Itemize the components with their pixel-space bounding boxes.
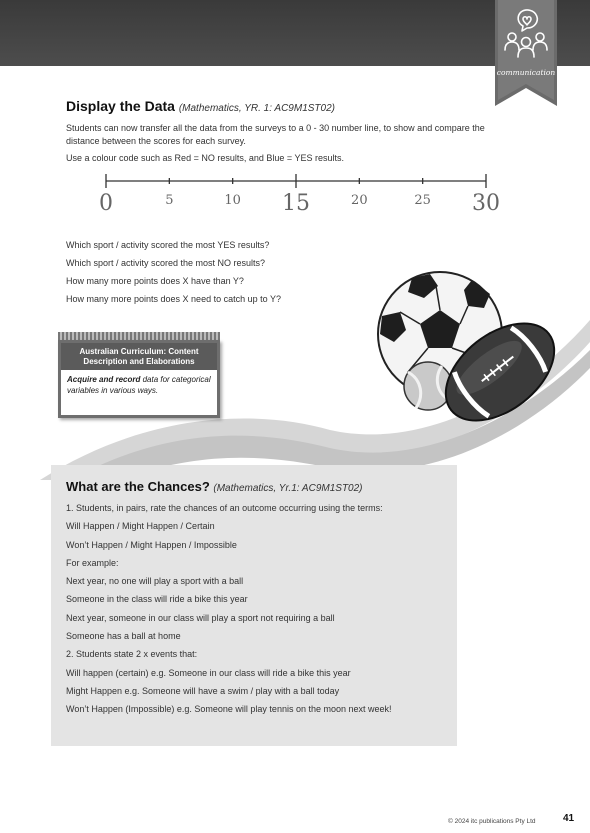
list-item: Might Happen e.g. Someone will have a swim / play with a ball today bbox=[66, 685, 340, 696]
intro-paragraph: Students can now transfer all the data from the surveys to a 0 - 30 number line, to show and compare the distance between the scores for each survey. bbox=[66, 123, 485, 146]
communication-badge bbox=[495, 0, 557, 106]
list-item: Next year, someone in our class will play a sport not requiring a ball bbox=[66, 612, 335, 623]
note-text bbox=[61, 370, 217, 400]
list-item: Will happen (certain) e.g. Someone in our class will ride a bike this year bbox=[66, 667, 351, 678]
number-line-label: 5 bbox=[165, 193, 174, 208]
section-title-display-data: Display the Data (Mathematics, YR. 1: AC9M1ST02) bbox=[66, 98, 335, 114]
number-line bbox=[96, 168, 500, 218]
list-item: Someone has a ball at home bbox=[66, 631, 181, 642]
number-line-label: 0 bbox=[99, 191, 113, 216]
question-item: Which sport / activity scored the most YES results? bbox=[66, 240, 270, 250]
curriculum-note-card bbox=[58, 332, 220, 418]
note-text-bold: Acquire and record bbox=[67, 375, 141, 384]
list-item: Will Happen / Might Happen / Certain bbox=[66, 521, 215, 532]
section-title-chances: What are the Chances? (Mathematics, Yr.1: AC9M1ST02) bbox=[66, 479, 363, 494]
list-item: Won’t Happen (Impossible) e.g. Someone will play tennis on the moon next week! bbox=[66, 704, 392, 715]
page-number: 41 bbox=[563, 813, 575, 824]
list-item: Won’t Happen / Might Happen / Impossible bbox=[66, 539, 237, 550]
number-line-label: 15 bbox=[282, 191, 310, 216]
question-item: How many more points does X need to catch up to Y? bbox=[66, 294, 281, 304]
sports-balls-illustration bbox=[372, 272, 562, 432]
question-item: Which sport / activity scored the most NO results? bbox=[66, 258, 266, 268]
list-item: 1. Students, in pairs, rate the chances of an outcome occurring using the terms: bbox=[66, 503, 383, 513]
list-item: Someone in the class will ride a bike this year bbox=[66, 594, 248, 605]
list-item: Next year, no one will play a sport with a ball bbox=[66, 576, 244, 587]
list-item: For example: bbox=[66, 557, 119, 568]
number-line-label: 30 bbox=[472, 191, 500, 216]
question-item: How many more points does X have than Y? bbox=[66, 276, 244, 286]
number-line-label: 10 bbox=[224, 193, 241, 208]
tennis-ball bbox=[404, 362, 452, 410]
list-item: 2. Students state 2 x events that: bbox=[66, 649, 198, 660]
number-line-label: 25 bbox=[414, 193, 431, 208]
curriculum-reference: (Mathematics, YR. 1: AC9M1ST02) bbox=[178, 103, 335, 114]
copyright-notice: © 2024 itc publications Pty Ltd bbox=[448, 818, 536, 825]
note-heading: Australian Curriculum: Content Description and Elaborations bbox=[61, 343, 217, 370]
number-line-label: 20 bbox=[351, 193, 368, 208]
colour-code-paragraph: Use a colour code such as Red = NO results, and Blue = YES results. bbox=[66, 153, 344, 163]
chances-list bbox=[66, 499, 392, 719]
badge-label: communication bbox=[496, 68, 556, 77]
chances-panel bbox=[51, 465, 457, 746]
spiral-binding bbox=[58, 332, 220, 340]
curriculum-reference: (Mathematics, Yr.1: AC9M1ST02) bbox=[213, 483, 363, 494]
note-card-body bbox=[58, 340, 220, 418]
note-text-rest: data for categorical variables in various ways. bbox=[67, 375, 211, 395]
